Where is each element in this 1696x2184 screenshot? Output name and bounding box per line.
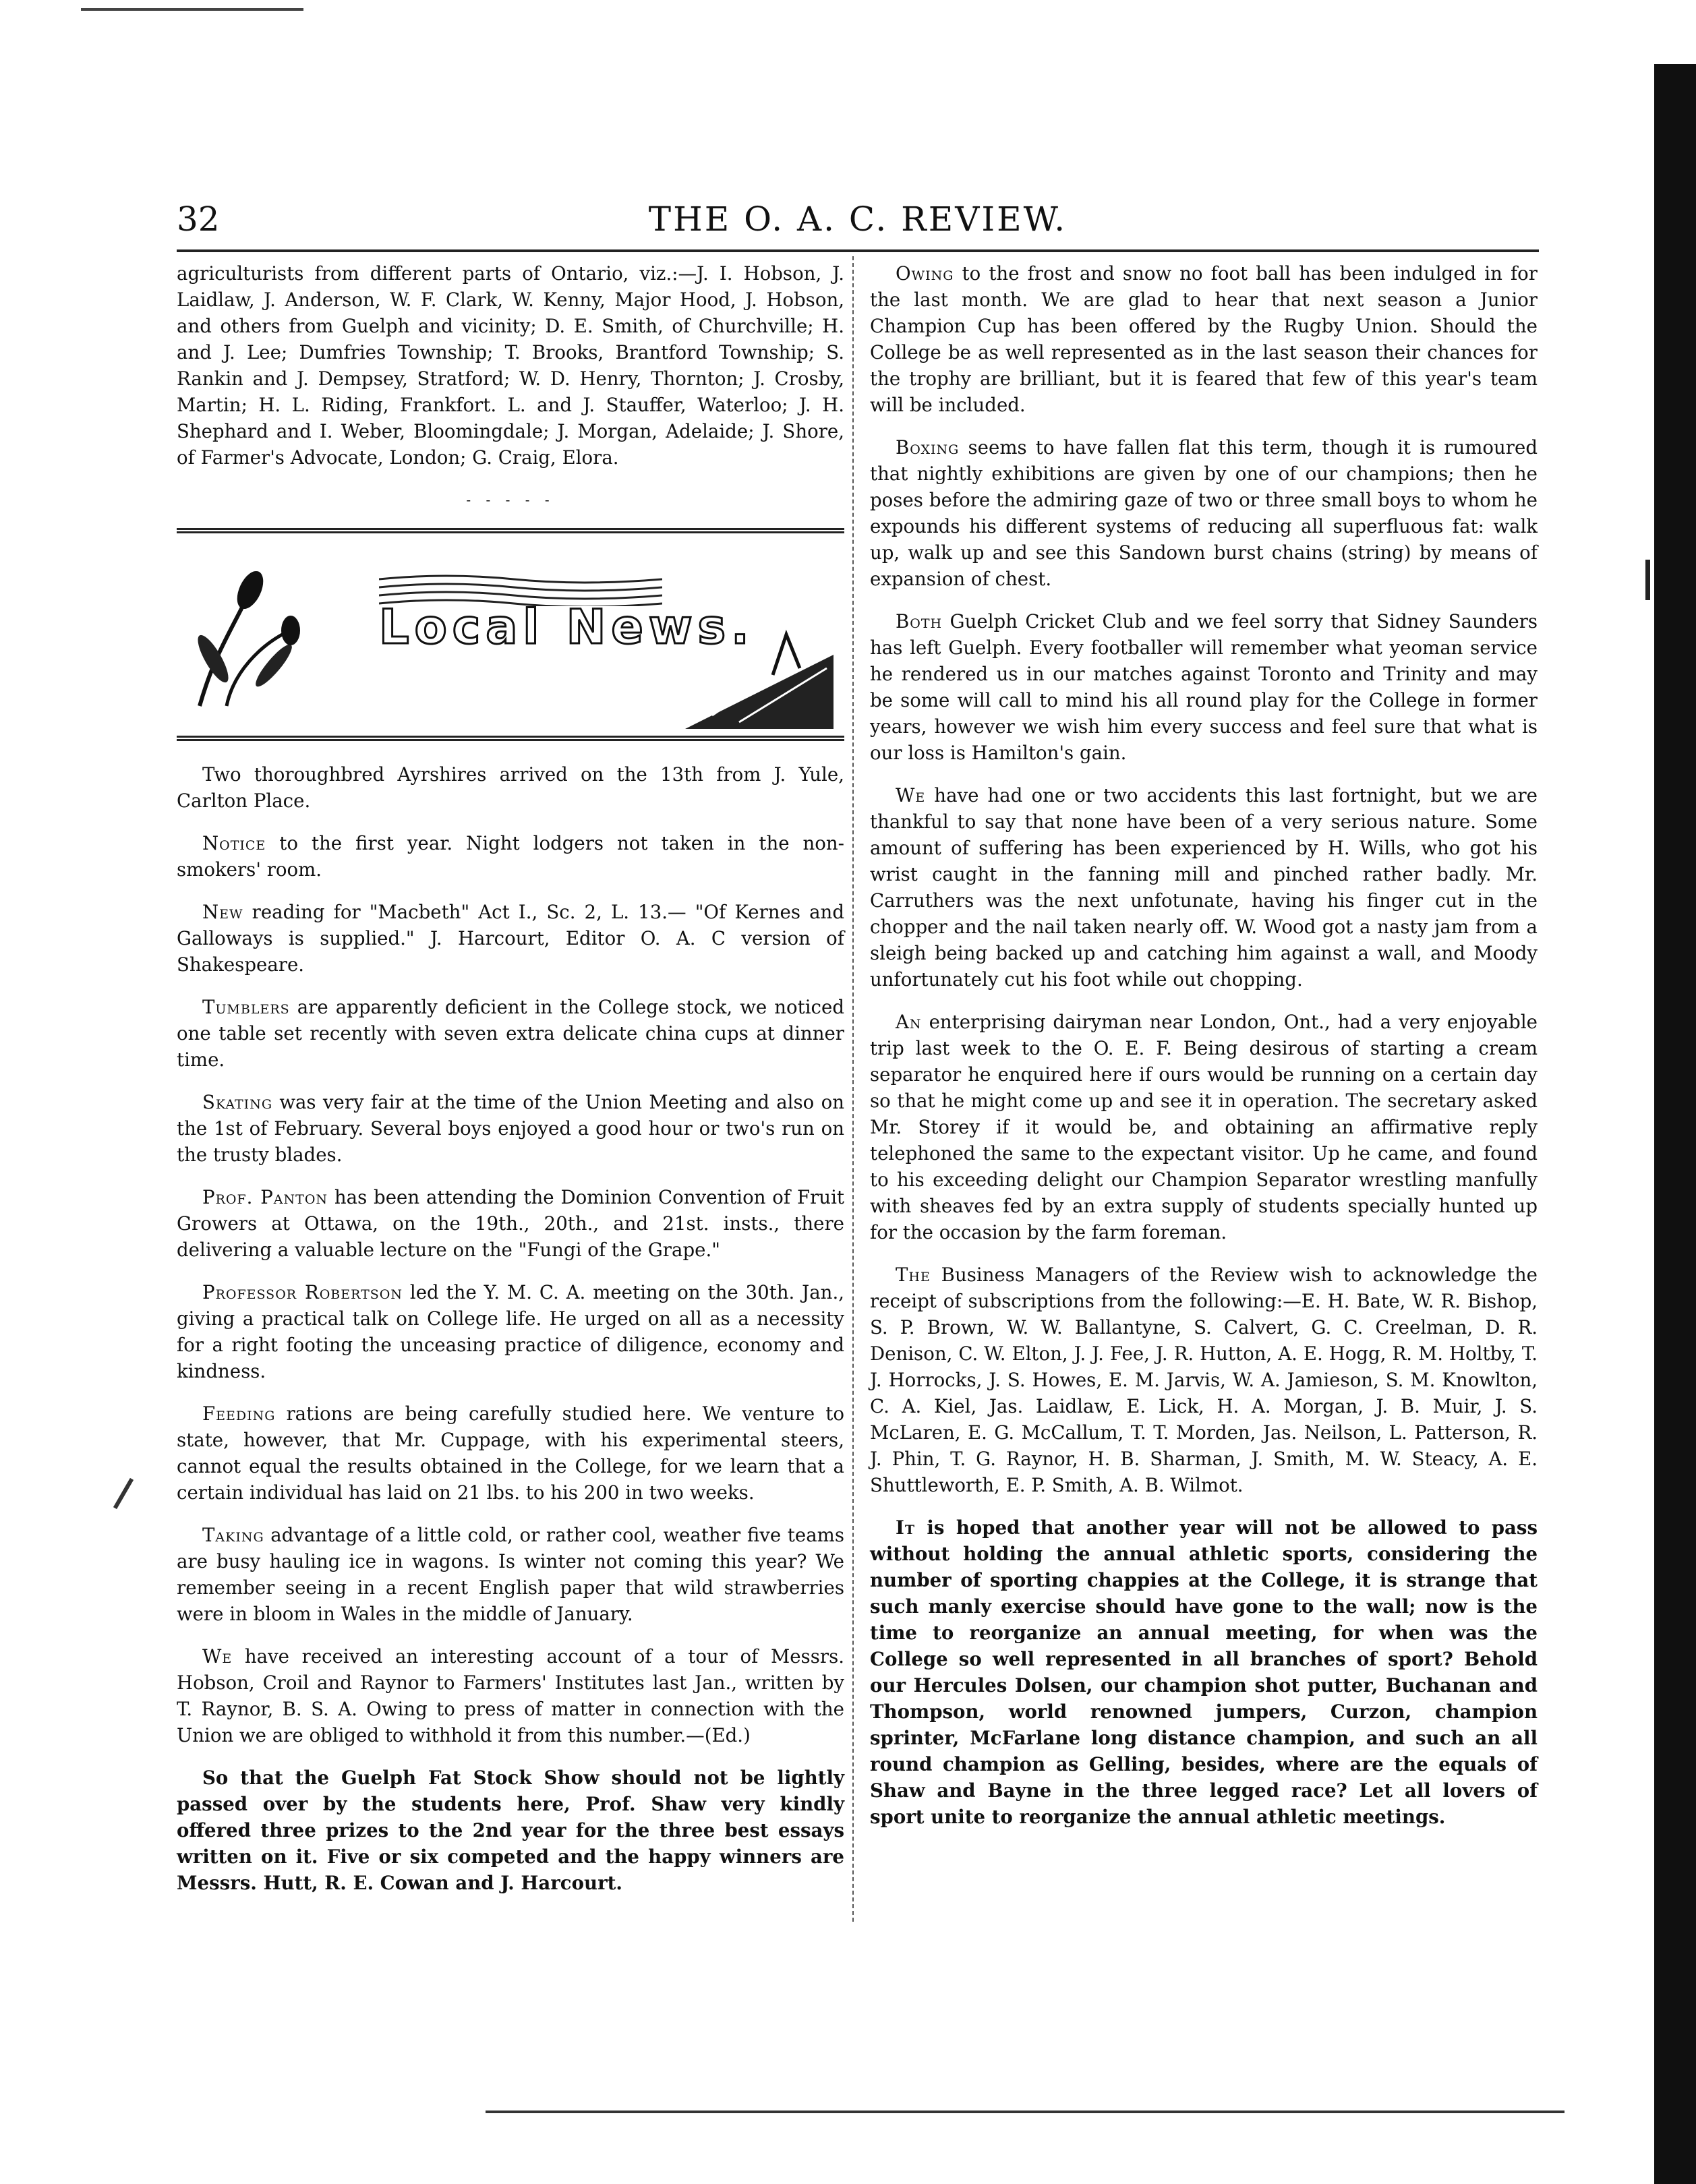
paragraph	[177, 899, 844, 978]
paragraph-text: to the first year. Night lodgers not taken in the non-smokers' room.	[177, 832, 844, 881]
lead-word: Prof. Panton	[202, 1186, 328, 1208]
page-number: 32	[177, 200, 220, 239]
paragraph-text: enterprising dairyman near London, Ont., had a very enjoyable trip last week to the O. E. F. Being desirous of starting a cream separator he enquired here if ours would be running on a certain day so that he might come up and see it in operation. The secretary asked Mr. Storey if it would be, and obtaining an affirmative reply telephoned the same to the expectant visitor. Up he came, and found to his exceeding delight our Champion Separator wrestling manfully with sheaves fed by an extra supply of students specially hunted up for the occasion by the farm foreman.	[870, 1011, 1538, 1243]
lead-word: Both	[896, 610, 943, 632]
paragraph	[177, 1184, 844, 1263]
paragraph	[177, 1643, 844, 1748]
foliage-ornament-icon	[685, 628, 834, 729]
column-divider	[852, 256, 854, 1922]
paragraph: Two thoroughbred Ayrshires arrived on the 13th from J. Yule, Carlton Place.	[177, 763, 844, 812]
lead-word: Taking	[202, 1524, 264, 1546]
left-column	[177, 260, 844, 1912]
paragraph	[870, 1514, 1538, 1830]
paragraph	[177, 1279, 844, 1384]
paragraph-text: to the frost and snow no foot ball has been indulged in for the last month. We are glad to hear that next season a Junior Champion Cup has been offered by the Rugby Union. Should the College be as well represented as in the last season their chances for the trophy are brilliant, but it is feared that few of this year's team will be included.	[870, 262, 1538, 416]
lead-word: New	[202, 901, 243, 923]
local-news-title: Local News.	[379, 599, 755, 655]
scan-mark	[81, 8, 303, 20]
local-news-banner	[177, 528, 844, 741]
paragraph	[870, 1262, 1538, 1498]
footer-rule	[486, 2111, 1565, 2113]
paragraph-text: reading for "Macbeth" Act I., Sc. 2, L. 13.— "Of Kernes and Galloways is supplied." J. Harcourt, Editor O. A. C version of Shakespeare.	[177, 901, 844, 976]
paragraph	[177, 1089, 844, 1168]
paragraph	[177, 994, 844, 1073]
paragraph-text: has been attending the Dominion Convention of Fruit Growers at Ottawa, on the 19th., 20th., and 21st. insts., there delivering a valuable lecture on the "Fungi of the Grape."	[177, 1186, 844, 1261]
paragraph	[177, 1400, 844, 1506]
lead-word: The	[896, 1264, 931, 1286]
lead-word: We	[202, 1645, 233, 1667]
right-column	[870, 260, 1538, 1846]
margin-mark	[113, 1478, 134, 1509]
paragraph: So that the Guelph Fat Stock Show should not be lightly passed over by the students here, Prof. Shaw very kindly offered three prizes to the 2nd year for the three best essays written on it. Five or six competed and the happy winners are Messrs. Hutt, R. E. Cowan and J. Harcourt.	[177, 1767, 844, 1894]
paragraph-text: Business Managers of the Review wish to acknowledge the receipt of subscriptions from the following:—E. H. Bate, W. R. Bishop, S. P. Brown, W. W. Ballantyne, S. Calvert, G. C. Creelman, D. R. Denison, C. W. Elton, J. J. Fee, J. R. Hutton, A. E. Hogg, R. M. Holtby, T. J. Horrocks, J. S. Howes, E. M. Jarvis, W. A. Jamieson, S. M. Knowlton, C. A. Kiel, Jas. Laidlaw, E. Lick, H. A. Morgan, J. B. Muir, J. S. McLaren, E. G. McCallum, T. T. Morden, Jas. Neilson, L. Patterson, R. J. Phin, T. G. Raynor, H. B. Sharman, J. Smith, M. W. Steacy, A. E. Shuttleworth, E. P. Smith, A. B. Wilmot.	[870, 1264, 1538, 1496]
paragraph-text: are apparently deficient in the College stock, we noticed one table set recently with seven extra delicate china cups at dinner time.	[177, 996, 844, 1071]
lead-word: An	[896, 1011, 922, 1033]
flower-ornament-icon	[186, 558, 308, 713]
header-rule	[177, 249, 1539, 252]
lead-word: Boxing	[896, 436, 960, 459]
lead-word: Skating	[202, 1091, 272, 1113]
section-separator: - - - - -	[466, 492, 555, 508]
paragraph-text: seems to have fallen flat this term, though it is rumoured that nightly exhibitions are given by one of our champions; then he poses before the admiring gaze of two or three small boys to whom he expounds his different systems of reducing all superfluous fat: walk up, walk up and see this Sandown burst chains (string) by means of expansion of chest.	[870, 436, 1538, 590]
paragraph-text: led the Y. M. C. A. meeting on the 30th. Jan., giving a practical talk on College life. He urged on all as a necessity for a right footing the unceasing practice of diligence, economy and kindness.	[177, 1281, 844, 1382]
lead-word: Feeding	[202, 1403, 276, 1425]
paragraph-text: is hoped that another year will not be allowed to pass without holding the annual athletic sports, considering the number of sporting chappies at the College, it is strange that such manly exercise should have gone to the wall; now is the time to reorganize an annual meeting, for when was the College so well represented in all branches of sport? Behold our Hercules Dolsen, our champion shot putter, Buchanan and Thompson, world renowned jumpers, Curzon, champion sprinter, McFarlane long distance champion, and such an all round champion as Gelling, besides, where are the equals of Shaw and Bayne in the three legged race? Let all lovers of sport unite to reorganize the annual athletic meetings.	[870, 1516, 1538, 1828]
margin-mark	[1645, 560, 1650, 600]
paragraph-text: was very fair at the time of the Union Meeting and also on the 1st of February. Several boys enjoyed a good hour or two's run on the trusty blades.	[177, 1091, 844, 1166]
lead-word: Owing	[896, 262, 954, 285]
paragraph-text: have had one or two accidents this last fortnight, but we are thankful to say that none have been of a very serious nature. Some amount of suffering has been experienced by H. Wills, who got his wrist caught in the fanning mill and pinched rather badly. Mr. Carruthers was the next unfotunate, having his finger cut in the chopper and the nail taken nearly off. W. Wood got a nasty jam from a sleigh being backed up and catching him against a wall, and Moody unfortunately cut his foot while out chopping.	[870, 784, 1538, 991]
paragraph	[177, 830, 844, 883]
paragraph	[870, 434, 1538, 592]
lead-word: Tumblers	[202, 996, 290, 1018]
paragraph-text: Guelph Cricket Club and we feel sorry that Sidney Saunders has left Guelph. Every footballer will remember what yeoman service he rendered us in our matches against Toronto and Trinity and may be some will call to mind his all round play for the College in former years, however we wish him every success and feel sure that what is our loss is Hamilton's gain.	[870, 610, 1538, 764]
scan-edge	[1654, 64, 1696, 2184]
paragraph	[870, 260, 1538, 418]
page-header	[177, 200, 1539, 240]
paragraph-text: have received an interesting account of a tour of Messrs. Hobson, Croil and Raynor to Farmers' Institutes last Jan., written by T. Raynor, B. S. A. Owing to press of matter in connection with the Union we are obliged to withhold it from this number.—(Ed.)	[177, 1645, 844, 1746]
paragraph	[870, 782, 1538, 993]
journal-title: THE O. A. C. REVIEW.	[648, 200, 1068, 239]
lead-word: Notice	[202, 832, 266, 854]
lead-word: It	[896, 1516, 916, 1539]
paragraph	[870, 608, 1538, 766]
lead-word: Professor Robertson	[202, 1281, 403, 1303]
paragraph	[870, 1009, 1538, 1245]
paragraph-text: advantage of a little cold, or rather cool, weather five teams are busy hauling ice in wagons. Is winter not coming this year? We remember seeing in a recent English paper that wild strawberries were in bloom in Wales in the middle of January.	[177, 1524, 844, 1625]
lead-word: We	[896, 784, 926, 806]
paragraph: agriculturists from different parts of Ontario, viz.:—J. I. Hobson, J. Laidlaw, J. Anderson, W. F. Clark, W. Kenny, Major Hood, J. Hobson, and others from Guelph and vicinity; D. E. Smith, of Churchville; H. and J. Lee; Dumfries Township; T. Brooks, Brantford Township; S. Rankin and J. Dempsey, Stratford; W. D. Henry, Thornton; J. Crosby, Martin; H. L. Riding, Frankfort. L. and J. Stauffer, Waterloo; J. H. Shephard and I. Weber, Bloomingdale; J. Morgan, Adelaide; J. Shore, of Farmer's Advocate, London; G. Craig, Elora.	[177, 262, 844, 469]
paragraph	[177, 1522, 844, 1627]
paragraph-text: rations are being carefully studied here. We venture to state, however, that Mr. Cuppage, with his experimental steers, cannot equal the results obtained in the College, for we learn that a certain individual has laid on 21 lbs. to his 200 in two weeks.	[177, 1403, 844, 1504]
